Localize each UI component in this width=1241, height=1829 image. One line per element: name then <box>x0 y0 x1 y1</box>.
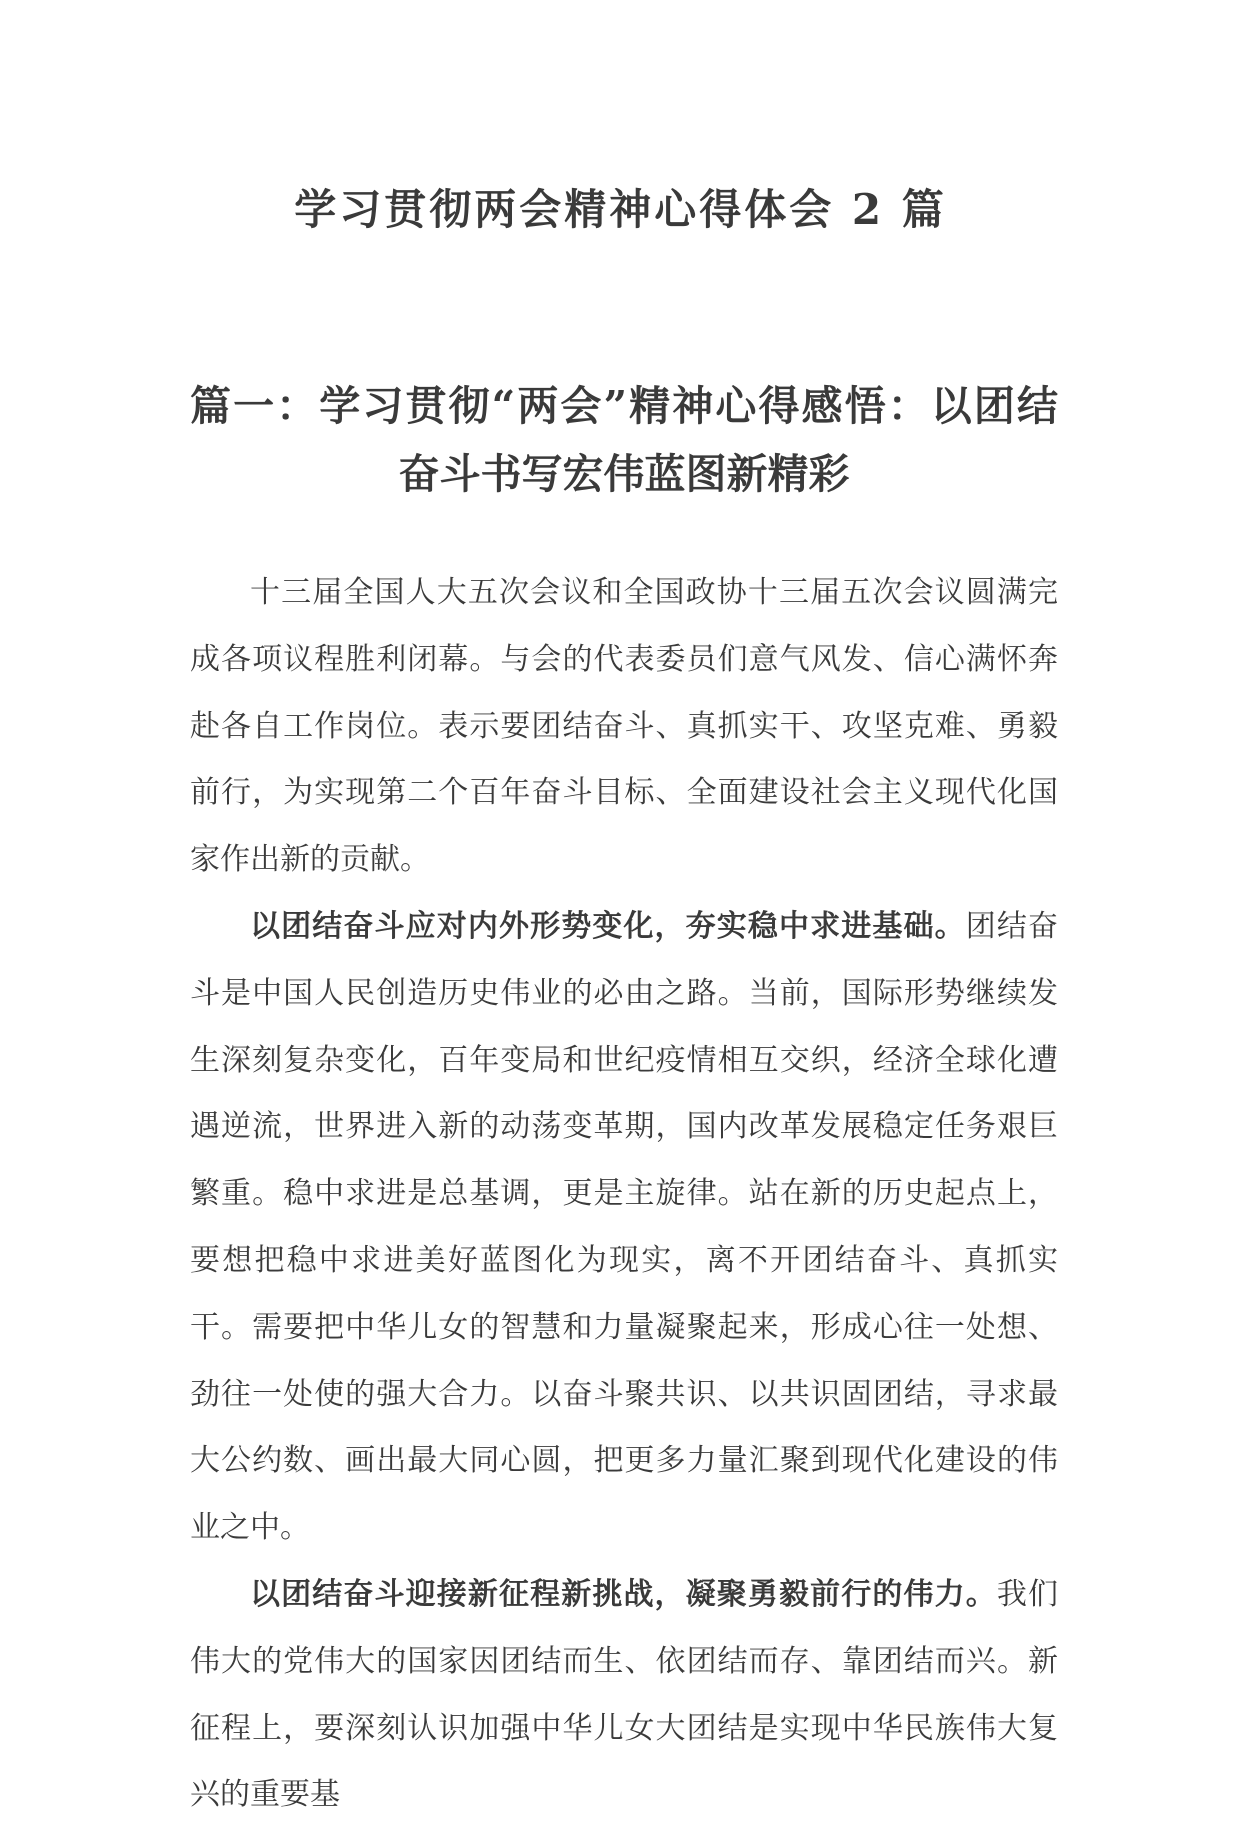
body-text <box>190 560 1058 1829</box>
paragraph-lead: 以团结奋斗应对内外形势变化，夯实稳中求进基础。 <box>250 908 966 944</box>
paragraph-text: 团结奋斗是中国人民创造历史伟业的必由之路。当前，国际形势继续发生深刻复杂变化，百年变局和世纪疫情相互交织，经济全球化遭遇逆流，世界进入新的动荡变革期，国内改革发展稳定任务艰巨繁重。稳中求进是总基调，更是主旋律。站在新的历史起点上，要想把稳中求进美好蓝图化为现实，离不开团结奋斗、真抓实干。需要把中华儿女的智慧和力量凝聚起来，形成心往一处想、劲往一处使的强大合力。以奋斗聚共识、以共识固团结，寻求最大公约数、画出最大同心圆，把更多力量汇聚到现代化建设的伟业之中。 <box>190 908 1059 1546</box>
document-title: 学习贯彻两会精神心得体会 2 篇 <box>294 185 947 234</box>
section-heading <box>190 372 1058 508</box>
paragraph-unity-response <box>190 894 1058 1562</box>
paragraph-unity-challenge <box>190 1562 1058 1829</box>
paragraph-text: 我们伟大的党伟大的国家因团结而生、依团结而存、靠团结而兴。新征程上，要深刻认识加强中华儿女大团结是实现中华民族伟大复兴的重要基 <box>190 1576 1059 1813</box>
paragraph-lead: 以团结奋斗迎接新征程新挑战，凝聚勇毅前行的伟力。 <box>250 1576 997 1612</box>
paragraph-text: 十三届全国人大五次会议和全国政协十三届五次会议圆满完成各项议程胜利闭幕。与会的代表委员们意气风发、信心满怀奔赴各自工作岗位。表示要团结奋斗、真抓实干、攻坚克难、勇毅前行，为实现第二个百年奋斗目标、全面建设社会主义现代化国家作出新的贡献。 <box>190 575 1058 878</box>
section-heading-line-1: 篇一：学习贯彻“两会”精神心得感悟：以团结 <box>190 382 1058 430</box>
paragraph-intro <box>190 560 1058 894</box>
section-heading-line-2: 奋斗书写宏伟蓝图新精彩 <box>398 450 850 498</box>
